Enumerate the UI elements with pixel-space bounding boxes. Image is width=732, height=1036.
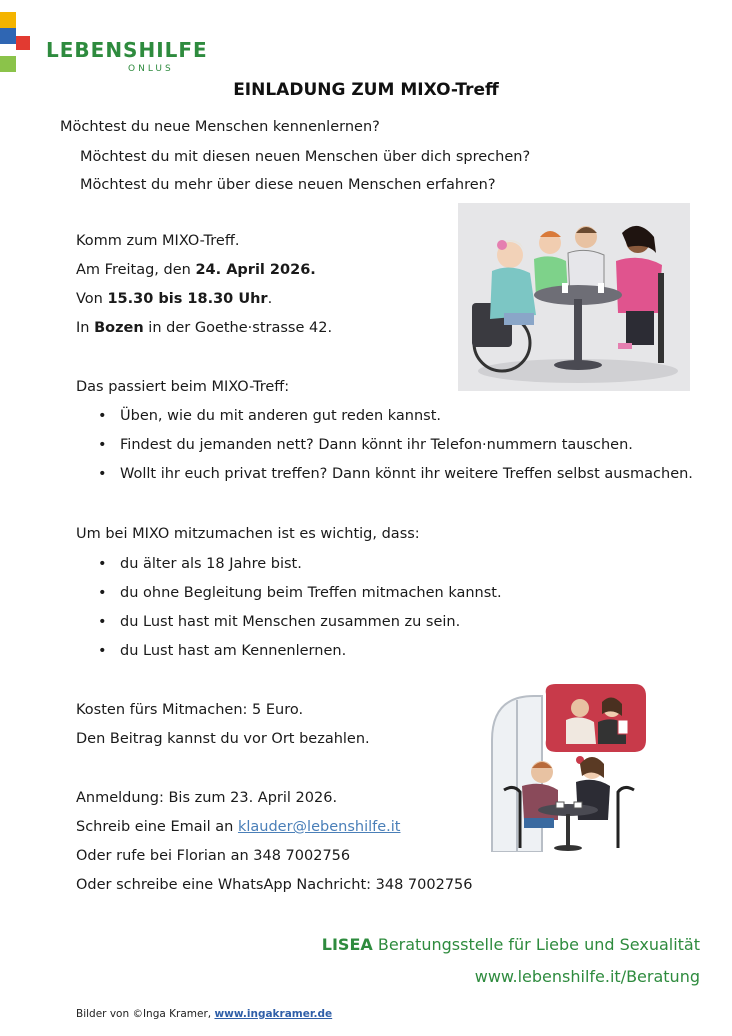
lisea-line	[322, 935, 700, 954]
event-time-prefix: Von	[76, 291, 108, 307]
registration-whatsapp: Oder schreibe eine WhatsApp Nachricht: 348 7002756	[76, 877, 473, 893]
event-time: 15.30 bis 18.30 Uhr	[107, 291, 268, 307]
email-prefix: Schreib eine Email an	[76, 819, 238, 835]
lebenshilfe-url[interactable]: www.lebenshilfe.it/Beratung	[474, 967, 700, 986]
happens-heading: Das passiert beim MIXO-Treff:	[76, 379, 290, 395]
list-item: • du ohne Begleitung beim Treffen mitmachen kannst.	[120, 585, 502, 601]
registration-email-line	[76, 819, 400, 835]
event-date-prefix: Am Freitag, den	[76, 262, 196, 278]
credit-link[interactable]: www.ingakramer.de	[214, 1008, 333, 1020]
email-link[interactable]: klauder@lebenshilfe.it	[237, 819, 401, 835]
lisea-description: Beratungsstelle für Liebe und Sexualität	[372, 935, 700, 954]
logo-square-green	[0, 56, 16, 72]
list-item: • Üben, wie du mit anderen gut reden kannst.	[120, 408, 441, 424]
cafe-couple-illustration	[484, 680, 656, 852]
event-place-suffix: in der Goethe·strasse 42.	[143, 320, 333, 336]
question-2: Möchtest du mit diesen neuen Menschen über dich sprechen?	[80, 149, 531, 165]
list-item: • Findest du jemanden nett? Dann könnt ihr Telefon·nummern tauschen.	[120, 437, 633, 453]
costs-line-2: Den Beitrag kannst du vor Ort bezahlen.	[76, 731, 370, 747]
list-item: • du älter als 18 Jahre bist.	[120, 556, 302, 572]
lisea-name: LISEA	[321, 935, 373, 954]
cafe-couple-drawing	[484, 680, 656, 852]
registration-phone: Oder rufe bei Florian an 348 7002756	[76, 848, 351, 864]
lebenshilfe-logo	[0, 10, 208, 76]
logo-name: LEBENSHILFE	[46, 38, 208, 62]
list-item: • du Lust hast am Kennenlernen.	[120, 643, 346, 659]
requirements-heading: Um bei MIXO mitzumachen ist es wichtig, dass:	[76, 526, 420, 542]
event-date: 24. April 2026.	[195, 262, 316, 278]
question-3: Möchtest du mehr über diese neuen Menschen erfahren?	[80, 177, 496, 193]
group-meeting-drawing	[458, 203, 690, 391]
question-1: Möchtest du neue Menschen kennenlernen?	[60, 119, 380, 135]
list-item: • du Lust hast mit Menschen zusammen zu sein.	[120, 614, 460, 630]
event-date-line	[76, 262, 316, 278]
event-invite: Komm zum MIXO-Treff.	[76, 233, 240, 249]
costs-line-1: Kosten fürs Mitmachen: 5 Euro.	[76, 702, 304, 718]
credit-prefix: Bilder von ©Inga Kramer,	[76, 1008, 215, 1020]
list-item: • Wollt ihr euch privat treffen? Dann könnt ihr weitere Treffen selbst ausmachen.	[120, 466, 693, 482]
event-place: Bozen	[94, 320, 144, 336]
event-place-line	[76, 320, 332, 336]
logo-square-red	[16, 36, 30, 50]
group-meeting-illustration	[458, 203, 690, 391]
logo-subname: ONLUS	[128, 64, 174, 74]
image-credit	[76, 1008, 332, 1020]
event-place-prefix: In	[76, 320, 95, 336]
page-title: EINLADUNG ZUM MIXO-Treff	[233, 80, 499, 100]
logo-square-blue	[0, 28, 16, 44]
event-time-line	[76, 291, 272, 307]
logo-square-yellow	[0, 12, 16, 28]
event-time-suffix: .	[267, 291, 273, 307]
registration-deadline: Anmeldung: Bis zum 23. April 2026.	[76, 790, 338, 806]
